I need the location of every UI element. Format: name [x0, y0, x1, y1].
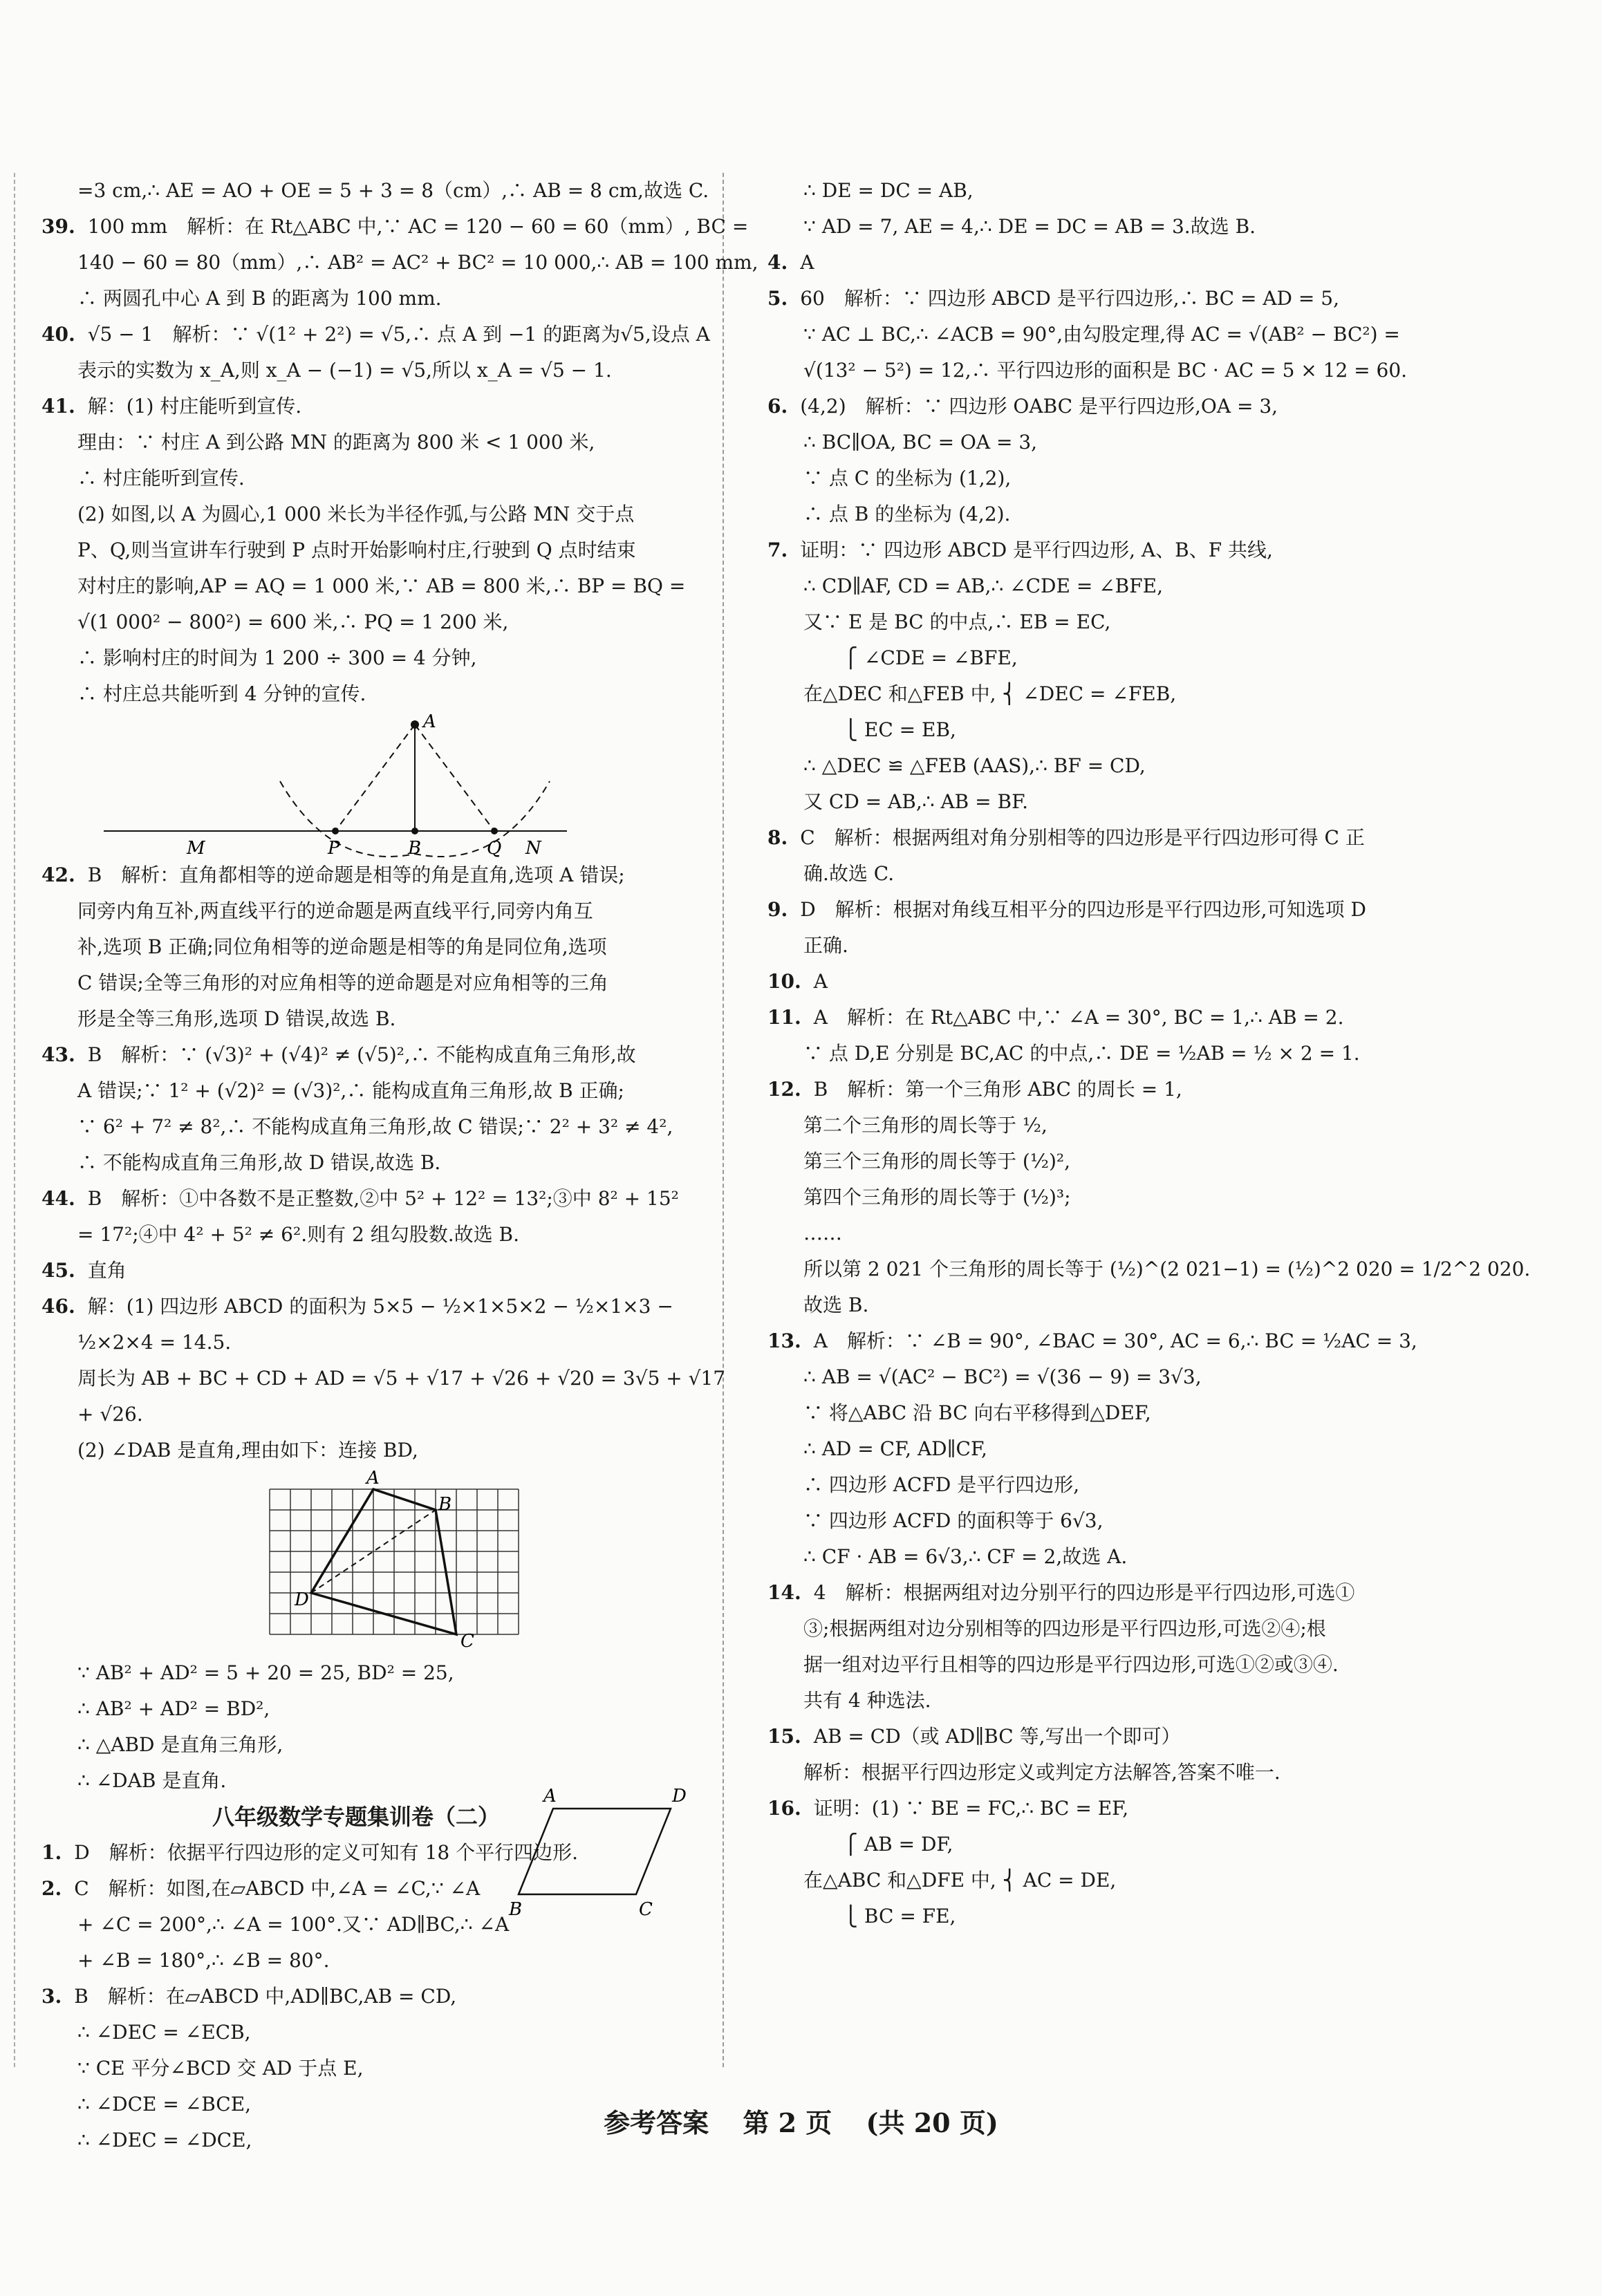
right-column [767, 173, 1531, 1934]
left-margin-line [14, 173, 15, 2067]
answer-line [767, 496, 1459, 532]
answer-text: 理由：∵ 村庄 A 到公路 MN 的距离为 800 米 < 1 000 米, [77, 431, 595, 454]
answer-text: A [800, 251, 814, 274]
answer-text: (2) 如图,以 A 为圆心,1 000 米长为半径作弧,与公路 MN 交于点 [77, 503, 635, 525]
question-number: 44. [41, 1187, 75, 1210]
answer-text: 4 解析：根据两组对边分别平行的四边形是平行四边形,可选① [813, 1581, 1355, 1604]
answer-item [41, 389, 733, 424]
answer-text: ∴ AB = √(AC² − BC²) = √(36 − 9) = 3√3, [803, 1365, 1202, 1388]
answer-line [41, 353, 733, 389]
question-number: 46. [41, 1295, 75, 1318]
answer-text: B 解析：直角都相等的逆命题是相等的角是直角,选项 A 错误; [87, 864, 625, 886]
answer-text: 直角 [87, 1259, 127, 1282]
answer-item [767, 389, 1459, 424]
question-number: 14. [767, 1581, 801, 1604]
answer-item [767, 892, 1459, 928]
question-number: 12. [767, 1078, 801, 1101]
answer-line [41, 1397, 733, 1432]
label-d: D [295, 1589, 309, 1610]
answer-text: D 解析：依据平行四边形的定义可知有 18 个平行四边形. [74, 1841, 579, 1864]
answer-text: ∵ 点 C 的坐标为 (1,2), [803, 467, 1012, 489]
answer-line [767, 928, 1459, 964]
answer-line [41, 1217, 733, 1253]
answer-text: 又 CD = AB,∴ AB = BF. [803, 790, 1029, 813]
answer-text: (2) ∠DAB 是直角,理由如下：连接 BD, [77, 1439, 418, 1462]
answer-item [41, 209, 749, 245]
answer-line [41, 1361, 733, 1397]
figure-grid-quadrilateral [41, 1468, 733, 1655]
answer-text: B 解析：第一个三角形 ABC 的周长 = 1, [813, 1078, 1182, 1101]
figure-parallelogram [509, 1784, 691, 1925]
answer-line [767, 1431, 1459, 1467]
answer-line [41, 245, 758, 281]
answer-text: 补,选项 B 正确;同位角相等的逆命题是相等的角是同位角,选项 [77, 935, 607, 958]
question-number: 8. [767, 826, 788, 849]
answer-line [41, 1073, 733, 1109]
answer-text: ∴ AD = CF, AD∥CF, [803, 1437, 987, 1460]
answer-line [767, 460, 1459, 496]
answer-item [41, 1181, 733, 1217]
label-a: A [366, 1468, 380, 1488]
answer-text: ∵ 点 D,E 分别是 BC,AC 的中点,∴ DE = ½AB = ½ × 2 = 1. [803, 1042, 1360, 1065]
answer-text: ∴ CF · AB = 6√3,∴ CF = 2,故选 A. [803, 1545, 1128, 1568]
answer-text: ∵ 6² + 7² ≠ 8²,∴ 不能构成直角三角形,故 C 错误;∵ 2² + 3² ≠ 4², [77, 1115, 673, 1138]
answer-text: = 17²;④中 4² + 5² ≠ 6².则有 2 组勾股数.故选 B. [77, 1223, 519, 1246]
label-a: A [543, 1786, 557, 1807]
point-a [411, 720, 419, 729]
question-number: 5. [767, 287, 788, 310]
question-number: 43. [41, 1043, 75, 1066]
answer-item [767, 1791, 1459, 1827]
answer-text: ③;根据两组对边分别相等的四边形是平行四边形,可选②④;根 [803, 1617, 1326, 1640]
answer-text: ∴ ∠DEC = ∠ECB, [77, 2021, 251, 2044]
answer-line [41, 1655, 733, 1691]
question-number: 9. [767, 898, 788, 921]
answer-text: 在△ABC 和△DFE 中, ⎨ AC = DE, [803, 1869, 1117, 1892]
answer-line [41, 1109, 733, 1145]
answer-text: ∴ 村庄总共能听到 4 分钟的宣传. [77, 682, 366, 705]
footer-total: (共 20 页) [866, 2107, 998, 2138]
answer-text: 正确. [803, 934, 848, 957]
answer-line [41, 173, 733, 209]
answer-line [767, 784, 1459, 820]
answer-text: ∴ 影响村庄的时间为 1 200 ÷ 300 = 4 分钟, [77, 646, 477, 669]
answer-text: ∴ CD∥AF, CD = AB,∴ ∠CDE = ∠BFE, [803, 575, 1163, 597]
answer-item [41, 1037, 733, 1073]
question-number: 13. [767, 1329, 801, 1352]
answer-line [41, 1943, 733, 1979]
label-p: P [328, 838, 340, 859]
figure-grid-svg [41, 1468, 719, 1655]
question-number: 39. [41, 215, 75, 238]
answer-item [41, 857, 733, 893]
answer-line [41, 568, 733, 604]
answer-text: 解析：根据平行四边形定义或判定方法解答,答案不唯一. [803, 1761, 1280, 1784]
answer-line [41, 893, 733, 929]
answer-line [41, 281, 733, 317]
answer-item [41, 1253, 733, 1289]
answer-item [767, 281, 1459, 317]
answer-text: ∴ △DEC ≌ △FEB (AAS),∴ BF = CD, [803, 754, 1146, 777]
figure-parallelogram-svg [509, 1784, 691, 1922]
label-b: B [438, 1494, 452, 1515]
label-b: B [408, 838, 422, 859]
answer-line [767, 1144, 1459, 1179]
answer-text: ∴ ∠DEC = ∠DCE, [77, 2129, 252, 2152]
answer-text: ∴ 不能构成直角三角形,故 D 错误,故选 B. [77, 1151, 441, 1174]
answer-item [767, 964, 1459, 1000]
question-number: 10. [767, 970, 801, 993]
answer-text: 证明：(1) ∵ BE = FC,∴ BC = EF, [813, 1797, 1129, 1820]
answer-text: D 解析：根据对角线互相平分的四边形是平行四边形,可知选项 D [800, 898, 1366, 921]
answer-text: 周长为 AB + BC + CD + AD = √5 + √17 + √26 + √20 = 3√5 + √17 [77, 1367, 726, 1390]
question-number: 3. [41, 1985, 62, 2008]
answer-text: ⎧ ∠CDE = ∠BFE, [844, 646, 1018, 669]
answer-line [767, 1287, 1459, 1323]
answer-line [41, 1691, 733, 1727]
answer-text: 表示的实数为 x_A,则 x_A − (−1) = √5,所以 x_A = √5 − 1. [77, 359, 612, 382]
point-q [491, 828, 498, 834]
answer-text: 解：(1) 四边形 ABCD 的面积为 5×5 − ½×1×5×2 − ½×1×3 − [87, 1295, 673, 1318]
answer-line [767, 1503, 1459, 1539]
answer-line [41, 460, 733, 496]
footer-page: 第 2 页 [743, 2107, 832, 2138]
answer-text: 第二个三角形的周长等于 ½, [803, 1114, 1047, 1137]
answer-text: ∵ AB² + AD² = 5 + 20 = 25, BD² = 25, [77, 1661, 454, 1684]
answer-line [41, 2051, 733, 2087]
answer-text: √(1 000² − 800²) = 600 米,∴ PQ = 1 200 米, [77, 610, 509, 633]
answer-text: ⎩ EC = EB, [844, 718, 956, 741]
question-number: 2. [41, 1877, 62, 1900]
answer-line [41, 1145, 733, 1181]
answer-line [767, 1827, 1459, 1863]
answer-text: ⎧ AB = DF, [844, 1833, 953, 1856]
answer-text: 在△DEC 和△FEB 中, ⎨ ∠DEC = ∠FEB, [803, 682, 1177, 705]
answer-line [41, 496, 733, 532]
answer-text: + ∠C = 200°,∴ ∠A = 100°.又∵ AD∥BC,∴ ∠A [77, 1913, 510, 1936]
answer-text: ∴ 村庄能听到宣传. [77, 467, 245, 489]
answer-text: ∴ BC∥OA, BC = OA = 3, [803, 431, 1038, 454]
question-number: 42. [41, 864, 75, 886]
answer-item [767, 532, 1459, 568]
answer-text: + √26. [77, 1403, 143, 1426]
question-number: 6. [767, 395, 788, 418]
answer-line [767, 1539, 1459, 1575]
point-p [332, 828, 339, 834]
answer-text: C 错误;全等三角形的对应角相等的逆命题是对应角相等的三角 [77, 971, 608, 994]
label-a: A [423, 711, 436, 732]
answer-line [41, 965, 733, 1001]
answer-text: ∴ 两圆孔中心 A 到 B 的距离为 100 mm. [77, 287, 442, 310]
answer-text: ∵ CE 平分∠BCD 交 AD 于点 E, [77, 2057, 364, 2080]
answer-line [767, 568, 1459, 604]
answer-text: A 解析：∵ ∠B = 90°, ∠BAC = 30°, AC = 6,∴ BC = ½AC = 3, [813, 1329, 1417, 1352]
answer-line [767, 1898, 1459, 1934]
answer-item [767, 1719, 1459, 1755]
answer-text: 证明：∵ 四边形 ABCD 是平行四边形, A、B、F 共线, [800, 539, 1273, 561]
answer-text: ∵ AC ⊥ BC,∴ ∠ACB = 90°,由勾股定理,得 AC = √(AB² − BC²) = [803, 323, 1400, 346]
answer-text: C 解析：根据两组对角分别相等的四边形是平行四边形可得 C 正 [800, 826, 1365, 849]
answer-item [41, 1289, 733, 1325]
point-b [411, 828, 418, 834]
answer-line [767, 317, 1459, 353]
answer-text: 第三个三角形的周长等于 (½)², [803, 1150, 1071, 1173]
answer-text: 60 解析：∵ 四边形 ABCD 是平行四边形,∴ BC = AD = 5, [800, 287, 1339, 310]
label-c: C [639, 1899, 653, 1920]
answer-text: ½×2×4 = 14.5. [77, 1331, 232, 1354]
label-c: C [460, 1631, 474, 1652]
answer-line [767, 1108, 1459, 1144]
question-number: 7. [767, 539, 788, 561]
answer-text: ∵ 将△ABC 沿 BC 向右平移得到△DEF, [803, 1401, 1151, 1424]
answer-line [767, 1036, 1459, 1072]
answer-text: B 解析：在▱ABCD 中,AD∥BC,AB = CD, [74, 1985, 457, 2008]
label-n: N [525, 838, 541, 859]
answer-text: ∵ 四边形 ACFD 的面积等于 6√3, [803, 1509, 1103, 1532]
answer-line [41, 1432, 733, 1468]
answer-line [41, 424, 733, 460]
answer-item [767, 1000, 1459, 1036]
figure-village-road-svg [41, 712, 719, 857]
answer-line [767, 1647, 1459, 1683]
answer-line [767, 712, 1459, 748]
question-number: 41. [41, 395, 75, 418]
answer-item [767, 1072, 1459, 1108]
answer-text: 100 mm 解析：在 Rt△ABC 中,∵ AC = 120 − 60 = 60（mm）, BC = [87, 215, 749, 238]
answer-text: 据一组对边平行且相等的四边形是平行四边形,可选①②或③④. [803, 1653, 1339, 1676]
question-number: 45. [41, 1259, 75, 1282]
answer-text: √(13² − 5²) = 12,∴ 平行四边形的面积是 BC · AC = 5 × 12 = 60. [803, 359, 1408, 382]
answer-text: √5 − 1 解析：∵ √(1² + 2²) = √5,∴ 点 A 到 −1 的距离为√5,设点 A [87, 323, 710, 346]
answer-line [767, 856, 1459, 892]
answer-line [41, 532, 733, 568]
figure-village-road [41, 712, 733, 857]
answer-item [41, 1979, 733, 2015]
section-title: 八年级数学专题集训卷（二） [212, 1804, 500, 1830]
answer-text: B 解析：∵ (√3)² + (√4)² ≠ (√5)²,∴ 不能构成直角三角形,故 [87, 1043, 636, 1066]
question-number: 1. [41, 1841, 62, 1864]
answer-line [767, 640, 1459, 676]
label-b: B [509, 1899, 523, 1920]
answer-item [767, 820, 1459, 856]
answer-text: ∴ AB² + AD² = BD², [77, 1697, 270, 1720]
label-q: Q [487, 838, 502, 859]
answer-item [767, 1323, 1459, 1359]
parallelogram-abcd [519, 1809, 671, 1894]
answer-line [41, 604, 733, 640]
label-d: D [672, 1786, 687, 1807]
answer-item [767, 245, 1459, 281]
answer-text: ∴ △ABD 是直角三角形, [77, 1733, 283, 1756]
answer-line [767, 209, 1459, 245]
answer-text: 对村庄的影响,AP = AQ = 1 000 米,∵ AB = 800 米,∴ BP = BQ = [77, 575, 686, 597]
answer-text: 同旁内角互补,两直线平行的逆命题是两直线平行,同旁内角互 [77, 899, 593, 922]
answer-text: A 解析：在 Rt△ABC 中,∵ ∠A = 30°, BC = 1,∴ AB = 2. [813, 1006, 1344, 1029]
answer-line [767, 1395, 1459, 1431]
question-number: 4. [767, 251, 788, 274]
answer-text: ∴ 四边形 ACFD 是平行四边形, [803, 1473, 1080, 1496]
answer-text: AB = CD（或 AD∥BC 等,写出一个即可） [813, 1725, 1181, 1748]
answer-text: …… [803, 1222, 842, 1244]
answer-item [41, 317, 733, 353]
answer-text: 解：(1) 村庄能听到宣传. [87, 395, 302, 418]
answer-text: 故选 B. [803, 1294, 869, 1316]
answer-line [767, 1683, 1459, 1719]
question-number: 11. [767, 1006, 801, 1029]
answer-line [767, 604, 1459, 640]
answer-line [767, 676, 1459, 712]
answer-text: (4,2) 解析：∵ 四边形 OABC 是平行四边形,OA = 3, [800, 395, 1278, 418]
answer-line [41, 1325, 733, 1361]
answer-item [767, 1575, 1459, 1611]
answer-text: 140 − 60 = 80（mm）,∴ AB² = AC² + BC² = 10 000,∴ AB = 100 mm, [77, 251, 758, 274]
answer-line [767, 424, 1459, 460]
answer-text: ∵ AD = 7, AE = 4,∴ DE = DC = AB = 3.故选 B. [803, 215, 1256, 238]
segment-aq [415, 725, 494, 831]
question-number: 40. [41, 323, 75, 346]
answer-line [767, 353, 1459, 389]
question-number: 16. [767, 1797, 801, 1820]
answer-line [767, 173, 1459, 209]
answer-text: =3 cm,∴ AE = AO + OE = 5 + 3 = 8（cm）,∴ AB = 8 cm,故选 C. [77, 179, 709, 202]
answer-text: + ∠B = 180°,∴ ∠B = 80°. [77, 1949, 330, 1972]
answer-text: B 解析：①中各数不是正整数,②中 5² + 12² = 13²;③中 8² + 15² [87, 1187, 679, 1210]
segment-ap [335, 725, 415, 831]
answer-line [767, 1359, 1459, 1395]
answer-text: C 解析：如图,在▱ABCD 中,∠A = ∠C,∵ ∠A [74, 1877, 481, 1900]
answer-text: A [813, 970, 828, 993]
answer-text: ∴ 点 B 的坐标为 (4,2). [803, 503, 1011, 525]
answer-line [767, 1251, 1531, 1287]
answer-text: 所以第 2 021 个三角形的周长等于 (½)^(2 021−1) = (½)^2 020 = 1/2^2 020. [803, 1258, 1531, 1280]
answer-text: ∴ ∠DCE = ∠BCE, [77, 2093, 252, 2116]
answer-line [767, 1179, 1459, 1215]
answer-text: 形是全等三角形,选项 D 错误,故选 B. [77, 1007, 396, 1030]
answer-text: 第四个三角形的周长等于 (½)³; [803, 1186, 1071, 1208]
answer-line [41, 640, 733, 676]
answer-text: A 错误;∵ 1² + (√2)² = (√3)²,∴ 能构成直角三角形,故 B 正确; [77, 1079, 624, 1102]
answer-line [41, 2015, 733, 2051]
answer-line [767, 1467, 1459, 1503]
page-footer [0, 2102, 1602, 2140]
answer-text: 共有 4 种选法. [803, 1689, 931, 1712]
answer-text: ⎩ BC = FE, [844, 1905, 956, 1928]
answer-line [767, 1755, 1459, 1791]
answer-text: 又∵ E 是 BC 的中点,∴ EB = EC, [803, 610, 1111, 633]
grid [270, 1489, 519, 1634]
answer-line [767, 1863, 1459, 1898]
answer-text: 确.故选 C. [803, 862, 895, 885]
footer-label: 参考答案 [604, 2107, 709, 2138]
answer-line [767, 748, 1459, 784]
label-m: M [187, 838, 205, 859]
answer-line [41, 676, 733, 712]
answer-line [41, 929, 733, 965]
question-number: 15. [767, 1725, 801, 1748]
answer-line [767, 1215, 1459, 1251]
answer-line [767, 1611, 1459, 1647]
answer-text: ∴ ∠DAB 是直角. [77, 1769, 227, 1792]
answer-text: ∴ DE = DC = AB, [803, 179, 974, 202]
answer-text: P、Q,则当宣讲车行驶到 P 点时开始影响村庄,行驶到 Q 点时结束 [77, 539, 636, 561]
answer-line [41, 1001, 733, 1037]
answer-line [41, 1727, 733, 1763]
